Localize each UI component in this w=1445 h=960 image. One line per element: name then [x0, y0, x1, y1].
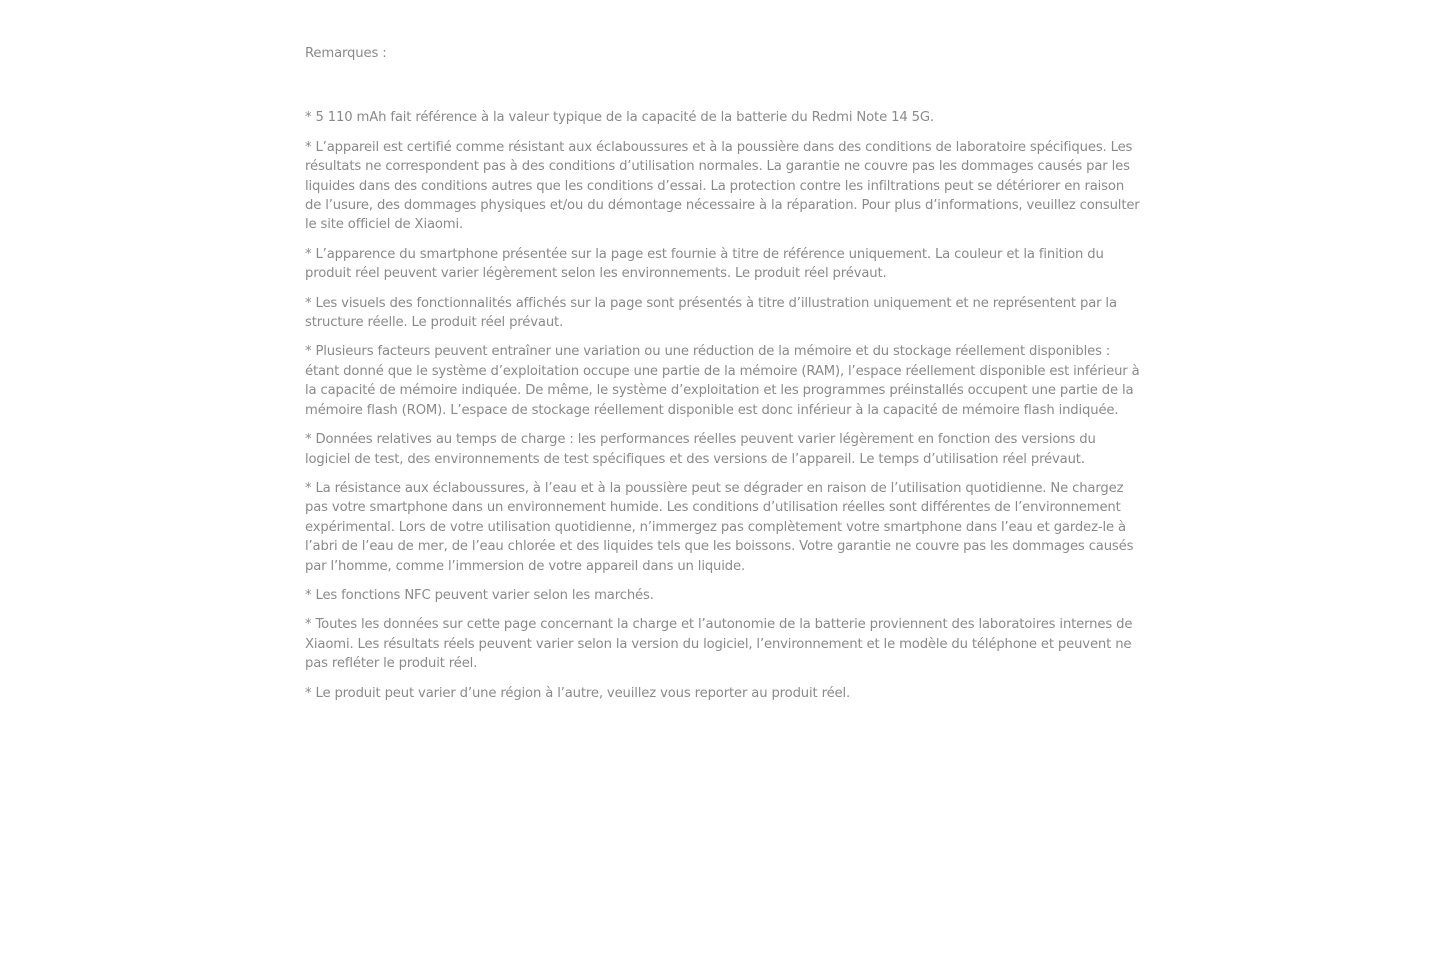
remarks-section	[305, 44, 1141, 713]
remark-item: * 5 110 mAh fait référence à la valeur typique de la capacité de la batterie du Redmi Note 14 5G.	[305, 110, 934, 126]
remark-item: * L’appareil est certifié comme résistant aux éclaboussures et à la poussière dans des conditions de laboratoire spécifiques. Les résultats ne correspondent pas à des conditions d’utilisation normales. La garantie ne couvre pas les dommages causés par les liquides dans des conditions autres que les conditions d’essai. La protection contre les infiltrations peut se détériorer en raison de l’usure, des dommages physiques et/ou du démontage nécessaire à la réparation. Pour plus d’informations, veuillez consulter le site officiel de Xiaomi.	[305, 139, 1140, 233]
remark-item: * L’apparence du smartphone présentée sur la page est fournie à titre de référence uniquement. La couleur et la finition du produit réel peuvent varier légèrement selon les environnements. Le produit réel prévaut.	[305, 246, 1104, 282]
remarks-title: Remarques :	[305, 46, 387, 61]
remark-item: * Le produit peut varier d’une région à l’autre, veuillez vous reporter au produit réel.	[305, 685, 851, 701]
remark-item: * Plusieurs facteurs peuvent entraîner une variation ou une réduction de la mémoire et du stockage réellement disponibles : étant donné que le système d’exploitation occupe une partie de la mémoire (RAM), l’espace réellement disponible est inférieur à la capacité de mémoire indiquée. De même, le système d’exploitation et les programmes préinstallés occupent une partie de la mémoire flash (ROM). L’espace de stockage réellement disponible est donc inférieur à la capacité de mémoire flash indiquée.	[305, 344, 1140, 418]
remark-item: * Les visuels des fonctionnalités affichés sur la page sont présentés à titre d’illustration uniquement et ne représentent par la structure réelle. Le produit réel prévaut.	[305, 295, 1117, 331]
remark-item: * La résistance aux éclaboussures, à l’eau et à la poussière peut se dégrader en raison de l’utilisation quotidienne. Ne chargez pas votre smartphone dans un environnement humide. Les conditions d’utilisation réelles sont différentes de l’environnement expérimental. Lors de votre utilisation quotidienne, n’immergez pas complètement votre smartphone dans l’eau et gardez-le à l’abri de l’eau de mer, de l’eau chlorée et des liquides tels que les boissons. Votre garantie ne couvre pas les dommages causés par l’homme, comme l’immersion de votre appareil dans un liquide.	[305, 480, 1134, 574]
remark-item: * Toutes les données sur cette page concernant la charge et l’autonomie de la batterie proviennent des laboratoires internes de Xiaomi. Les résultats réels peuvent varier selon la version du logiciel, l’environnement et le modèle du téléphone et peuvent ne pas refléter le produit réel.	[305, 617, 1133, 672]
remark-item: * Données relatives au temps de charge : les performances réelles peuvent varier légèrement en fonction des versions du logiciel de test, des environnements de test spécifiques et des versions de l’appareil. Le temps d’utilisation réel prévaut.	[305, 432, 1096, 467]
remark-item: * Les fonctions NFC peuvent varier selon les marchés.	[305, 587, 654, 603]
